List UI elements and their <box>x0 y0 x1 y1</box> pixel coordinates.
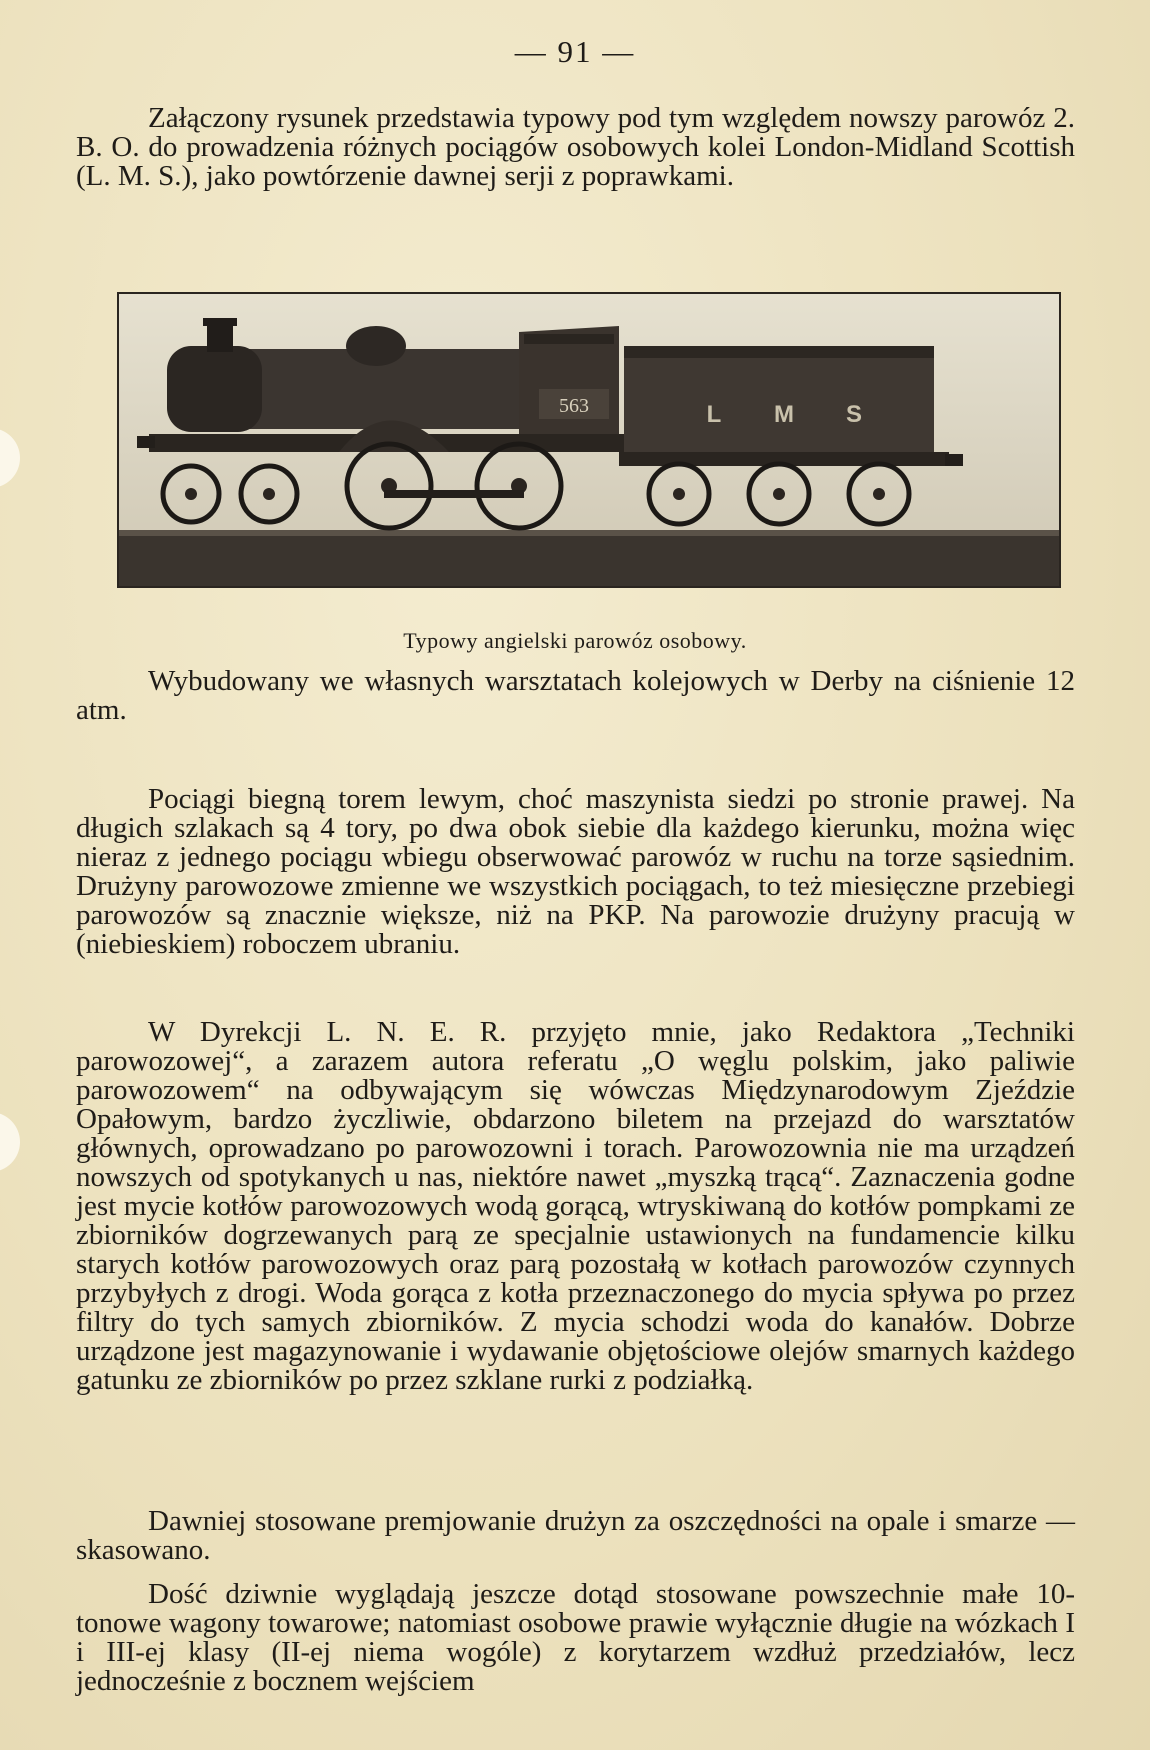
engine-number: 563 <box>559 395 589 417</box>
punch-hole-top <box>0 428 20 488</box>
tender-letter-s: S <box>845 401 863 428</box>
paragraph-trains: Pociągi biegną torem lewym, choć maszynista siedzi po stronie prawej. Na długich szlakach są 4 tory, po dwa obok siebie dla każdego kierunku, można więc nieraz z jednego pociągu wbiegu obserwować parowóz w ruchu na torze sąsiednim. Drużyny parowozowe zmienne we wszystkich pociągach, to też miesięczne przebiegi parowozów są znacznie większe, niż na PKP. Na parowozie drużyny pracują w (niebieskiem) roboczem ubraniu. <box>76 783 1075 960</box>
page-number: — 91 — <box>514 34 636 69</box>
locomotive-photo <box>117 292 1061 588</box>
paragraph-lner: W Dyrekcji L. N. E. R. przyjęto mnie, jako Redaktora „Techniki parowozowej“, a zarazem autora referatu „O węglu polskim, jako paliwie parowozowem“ na odbywającym się wówczas Międzynarodowym Zjeździe Opałowym, bardzo życzliwie, obdarzono biletem na przejazd do warsztatów głównych, oprowadzano po parowozowni i torach. Parowozownia nie ma urządzeń nowszych od spotykanych u nas, niektóre nawet „myszką trącą“. Zaznaczenia godne jest mycie kotłów parowozowych wodą gorącą, wtryskiwaną do kotłów pompkami ze zbiorników dogrzewanych parą ze specjalnie ustawionych na fundamencie kilku starych kotłów parowozowych oraz parą pozostałą w kotłach parowozów czynnych przybyłych z drogi. Woda gorąca z kotła przeznaczonego do mycia spływa po przez filtry do tych samych zbiorników. Z mycia schodzi woda do kanałów. Dobrze urządzone jest magazynowanie i wydawanie objętościowe olejów smarnych każdego gatunku ze zbiorników po przez szklane rurki z podziałką. <box>76 1016 1075 1396</box>
punch-hole-bottom <box>0 1112 20 1172</box>
paragraph-bonuses: Dawniej stosowane premjowanie drużyn za oszczędności na opale i smarze — skasowano. <box>76 1505 1075 1566</box>
paragraph-intro: Załączony rysunek przedstawia typowy pod tym względem nowszy parowóz 2. B. O. do prowadzenia różnych pociągów osobowych kolei London-Midland Scottish (L. M. S.), jako powtórzenie dawnej serji z poprawkami. <box>76 102 1075 192</box>
paragraph-derby: Wybudowany we własnych warsztatach kolejowych w Derby na ciśnienie 12 atm. <box>76 665 1075 726</box>
figure-caption: Typowy angielski parowóz osobowy. <box>403 628 747 653</box>
tender-letter-m: M <box>774 401 794 428</box>
locomotive-illustration <box>119 294 1059 586</box>
tender-letter-l: L <box>706 401 722 428</box>
paragraph-wagons: Dość dziwnie wyglądają jeszcze dotąd stosowane powszechnie małe 10-tonowe wagony towarowe; natomiast osobowe prawie wyłącznie długie na wózkach I i III-ej klasy (II-ej niema wogóle) z korytarzem wzdłuż przedziałów, lecz jednocześnie z bocznem wejściem <box>76 1578 1075 1697</box>
